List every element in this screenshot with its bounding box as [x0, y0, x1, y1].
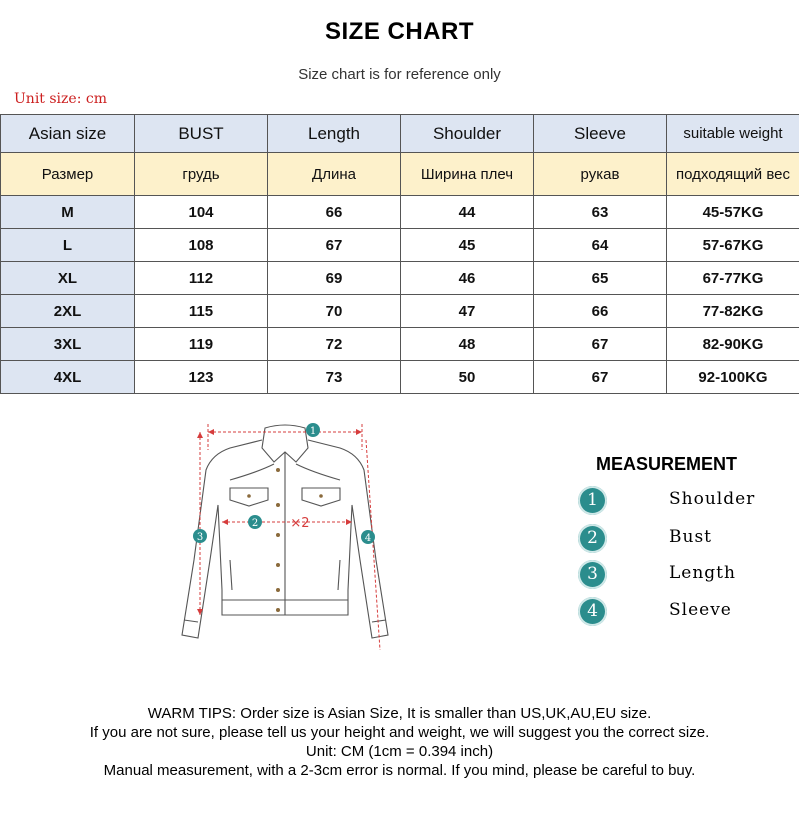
- shoulder-cell: 46: [401, 262, 534, 295]
- header-ru-weight: подходящий вес: [667, 153, 799, 196]
- jacket-outline: [182, 425, 388, 638]
- header-length: Length: [268, 115, 401, 153]
- header-ru-shoulder: Ширина плеч: [401, 153, 534, 196]
- header-ru-length: Длина: [268, 153, 401, 196]
- marker-4-label: 4: [364, 533, 372, 544]
- page-subtitle: Size chart is for reference only: [298, 66, 501, 83]
- marker-2: [248, 515, 262, 529]
- warm-tips: [0, 704, 799, 780]
- size-cell: M: [1, 196, 135, 229]
- table-header-row: [1, 115, 799, 153]
- header-asian-size: Asian size: [1, 115, 135, 153]
- weight-cell: 77-82KG: [667, 295, 799, 328]
- weight-cell: 92-100KG: [667, 361, 799, 394]
- length-cell: 70: [268, 295, 401, 328]
- length-cell: 67: [268, 229, 401, 262]
- weight-cell: 57-67KG: [667, 229, 799, 262]
- legend-num: 3: [578, 560, 607, 589]
- shoulder-cell: 50: [401, 361, 534, 394]
- size-cell: XL: [1, 262, 135, 295]
- marker-2-label: 2: [251, 518, 259, 529]
- bust-cell: 123: [135, 361, 268, 394]
- sleeve-cell: 64: [534, 229, 667, 262]
- marker-4: [361, 530, 375, 544]
- size-cell: 4XL: [1, 361, 135, 394]
- table-row: [1, 196, 799, 229]
- size-cell: L: [1, 229, 135, 262]
- shoulder-cell: 44: [401, 196, 534, 229]
- marker-3: [193, 529, 207, 543]
- header-ru-sleeve: рукав: [534, 153, 667, 196]
- header-shoulder: Shoulder: [401, 115, 534, 153]
- marker-1-label: 1: [309, 426, 317, 437]
- tip-line: WARM TIPS: Order size is Asian Size, It is smaller than US,UK,AU,EU size.: [147, 705, 652, 722]
- bust-cell: 112: [135, 262, 268, 295]
- legend-label: Shoulder: [669, 489, 756, 509]
- jacket-diagram: [170, 410, 400, 660]
- legend-item-length: [578, 560, 798, 590]
- legend-item-shoulder: [578, 486, 798, 516]
- weight-cell: 45-57KG: [667, 196, 799, 229]
- table-row: [1, 328, 799, 361]
- shoulder-cell: 45: [401, 229, 534, 262]
- length-cell: 73: [268, 361, 401, 394]
- page-title: SIZE CHART: [325, 18, 474, 45]
- table-header-ru-row: [1, 153, 799, 196]
- unit-size-label: Unit size: cm: [14, 91, 107, 107]
- measurement-lines: [200, 424, 380, 650]
- shoulder-cell: 47: [401, 295, 534, 328]
- sleeve-cell: 66: [534, 295, 667, 328]
- measurement-title: MEASUREMENT: [596, 454, 738, 474]
- legend-num: 4: [578, 597, 607, 626]
- table-row: [1, 262, 799, 295]
- sleeve-cell: 67: [534, 328, 667, 361]
- header-bust: BUST: [135, 115, 268, 153]
- header-sleeve: Sleeve: [534, 115, 667, 153]
- header-weight: suitable weight: [667, 115, 799, 153]
- bust-multiplier-label: ×2: [290, 516, 310, 531]
- legend-item-sleeve: [578, 597, 798, 627]
- sleeve-cell: 67: [534, 361, 667, 394]
- marker-1: [306, 423, 320, 437]
- table-row: [1, 229, 799, 262]
- table-row: [1, 295, 799, 328]
- size-cell: 2XL: [1, 295, 135, 328]
- bust-cell: 119: [135, 328, 268, 361]
- legend-item-bust: [578, 524, 798, 554]
- legend-num: 1: [578, 486, 607, 515]
- bust-cell: 104: [135, 196, 268, 229]
- legend-num: 2: [578, 524, 607, 553]
- weight-cell: 82-90KG: [667, 328, 799, 361]
- tip-line: Manual measurement, with a 2-3cm error is normal. If you mind, please be careful to buy.: [103, 762, 696, 779]
- length-cell: 69: [268, 262, 401, 295]
- sleeve-cell: 65: [534, 262, 667, 295]
- sleeve-cell: 63: [534, 196, 667, 229]
- header-ru-bust: грудь: [135, 153, 268, 196]
- bust-cell: 115: [135, 295, 268, 328]
- header-ru-size: Размер: [1, 153, 135, 196]
- size-cell: 3XL: [1, 328, 135, 361]
- table-row: [1, 361, 799, 394]
- shoulder-cell: 48: [401, 328, 534, 361]
- size-table: [0, 114, 799, 394]
- length-cell: 72: [268, 328, 401, 361]
- legend-label: Bust: [669, 527, 712, 547]
- marker-3-label: 3: [196, 532, 204, 543]
- length-cell: 66: [268, 196, 401, 229]
- tip-line: If you are not sure, please tell us your height and weight, we will suggest you the correct size.: [89, 724, 710, 741]
- legend-label: Length: [669, 563, 736, 583]
- bust-cell: 108: [135, 229, 268, 262]
- tip-line: Unit: CM (1cm = 0.394 inch): [305, 743, 494, 760]
- weight-cell: 67-77KG: [667, 262, 799, 295]
- legend-label: Sleeve: [669, 600, 732, 620]
